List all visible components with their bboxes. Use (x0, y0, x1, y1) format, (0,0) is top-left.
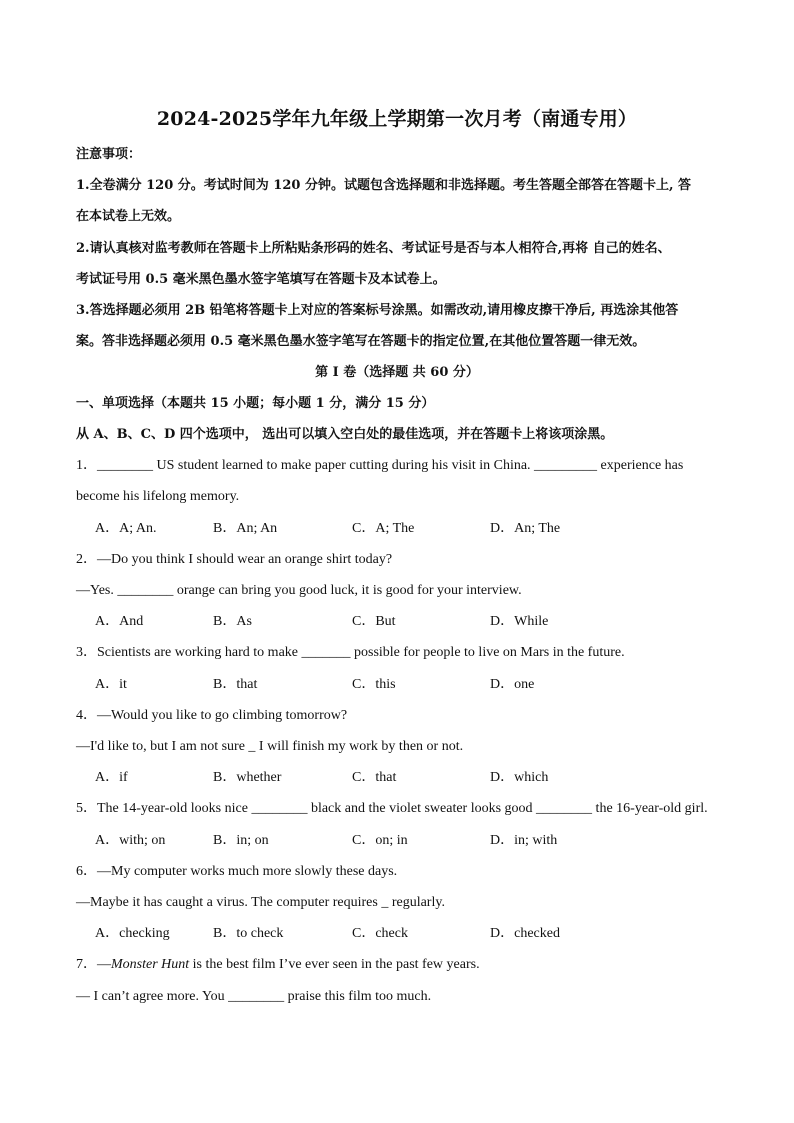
page-title: 2024-2025学年九年级上学期第一次月考（南通专用） (156, 108, 638, 130)
question-5-option-c[interactable]: C．on; in (352, 833, 408, 848)
notice-item-1-line-2: 在本试卷上无效。 (76, 209, 181, 224)
question-1-line-1: 1．________ US student learned to make paper cutting during his visit in China. _________ experience has (76, 458, 684, 473)
question-1-option-b[interactable]: B．An; An (213, 521, 278, 536)
notice-item-2-line-1: 2.请认真核对监考教师在答题卡上所粘贴条形码的姓名、考试证号是否与本人相符合,再将 自己的姓名、 (76, 241, 671, 256)
question-7-line-2: — I can’t agree more. You ________ praise this film too much. (76, 989, 432, 1004)
question-3-line-1: 3．Scientists are working hard to make _______ possible for people to live on Mars in the future. (76, 645, 625, 660)
question-2-line-2: —Yes. ________ orange can bring you good luck, it is good for your interview. (76, 583, 522, 598)
question-4-option-c[interactable]: C．that (352, 770, 397, 785)
question-2-option-b[interactable]: B．As (213, 614, 252, 629)
question-4-option-d[interactable]: D．which (490, 770, 549, 785)
question-2-option-c[interactable]: C．But (352, 614, 396, 629)
question-6-option-b[interactable]: B．to check (213, 926, 284, 941)
notice-item-1-line-1: 1.全卷满分 120 分。考试时间为 120 分钟。试题包含选择题和非选择题。考生答题全部答在答题卡上, 答 (76, 178, 691, 193)
question-5-option-a[interactable]: A．with; on (95, 833, 166, 848)
question-1-line-2: become his lifelong memory. (76, 489, 240, 504)
question-2-option-a[interactable]: A．And (95, 614, 144, 629)
question-4-option-b[interactable]: B．whether (213, 770, 282, 785)
notice-item-3-line-2: 案。答非选择题必须用 0.5 毫米黑色墨水签字笔写在答题卡的指定位置,在其他位置答题一律无效。 (76, 334, 646, 349)
question-3-option-a[interactable]: A．it (95, 677, 127, 692)
question-4-line-2: —I'd like to, but I am not sure _ I will finish my work by then or not. (76, 739, 464, 754)
section-heading: 第 I 卷（选择题 共 60 分） (315, 365, 479, 380)
question-6-option-a[interactable]: A．checking (95, 926, 170, 941)
question-4-option-a[interactable]: A．if (95, 770, 128, 785)
question-7-line-1 (76, 956, 736, 973)
question-1-option-c[interactable]: C．A; The (352, 521, 415, 536)
notice-item-2-line-2: 考试证号用 0.5 毫米黑色墨水签字笔填写在答题卡及本试卷上。 (76, 272, 446, 287)
question-6-option-c[interactable]: C．check (352, 926, 408, 941)
question-6-line-1: 6．—My computer works much more slowly these days. (76, 864, 398, 879)
instructions: 从 A、B、C、D 四个选项中， 选出可以填入空白处的最佳选项，并在答题卡上将该项涂黑。 (76, 427, 614, 442)
notice-item-3-line-1: 3.答选择题必须用 2B 铅笔将答题卡上对应的答案标号涂黑。如需改动,请用橡皮擦干净后, 再选涂其他答 (76, 303, 679, 318)
question-5-option-d[interactable]: D．in; with (490, 833, 558, 848)
question-3-option-c[interactable]: C．this (352, 677, 396, 692)
question-7-prefix: 7．— (76, 957, 111, 972)
notice-heading: 注意事项： (76, 147, 142, 162)
question-1-option-d[interactable]: D．An; The (490, 521, 561, 536)
question-1-option-a[interactable]: A．A; An. (95, 521, 157, 536)
question-2-option-d[interactable]: D．While (490, 614, 549, 629)
question-4-line-1: 4．—Would you like to go climbing tomorrow? (76, 708, 348, 723)
question-5-option-b[interactable]: B．in; on (213, 833, 269, 848)
part-heading: 一、单项选择（本题共 15 小题；每小题 1 分，满分 15 分） (76, 396, 435, 411)
question-6-option-d[interactable]: D．checked (490, 926, 560, 941)
question-5-line-1: 5．The 14-year-old looks nice ________ black and the violet sweater looks good ________ the 16-year-old girl. (76, 801, 708, 816)
question-3-option-d[interactable]: D．one (490, 677, 535, 692)
question-2-line-1: 2．—Do you think I should wear an orange shirt today? (76, 552, 393, 567)
question-6-line-2: —Maybe it has caught a virus. The computer requires _ regularly. (76, 895, 445, 910)
question-7-rest: is the best film I’ve ever seen in the past few years. (189, 957, 480, 972)
film-title: Monster Hunt (111, 957, 190, 972)
question-3-option-b[interactable]: B．that (213, 677, 258, 692)
